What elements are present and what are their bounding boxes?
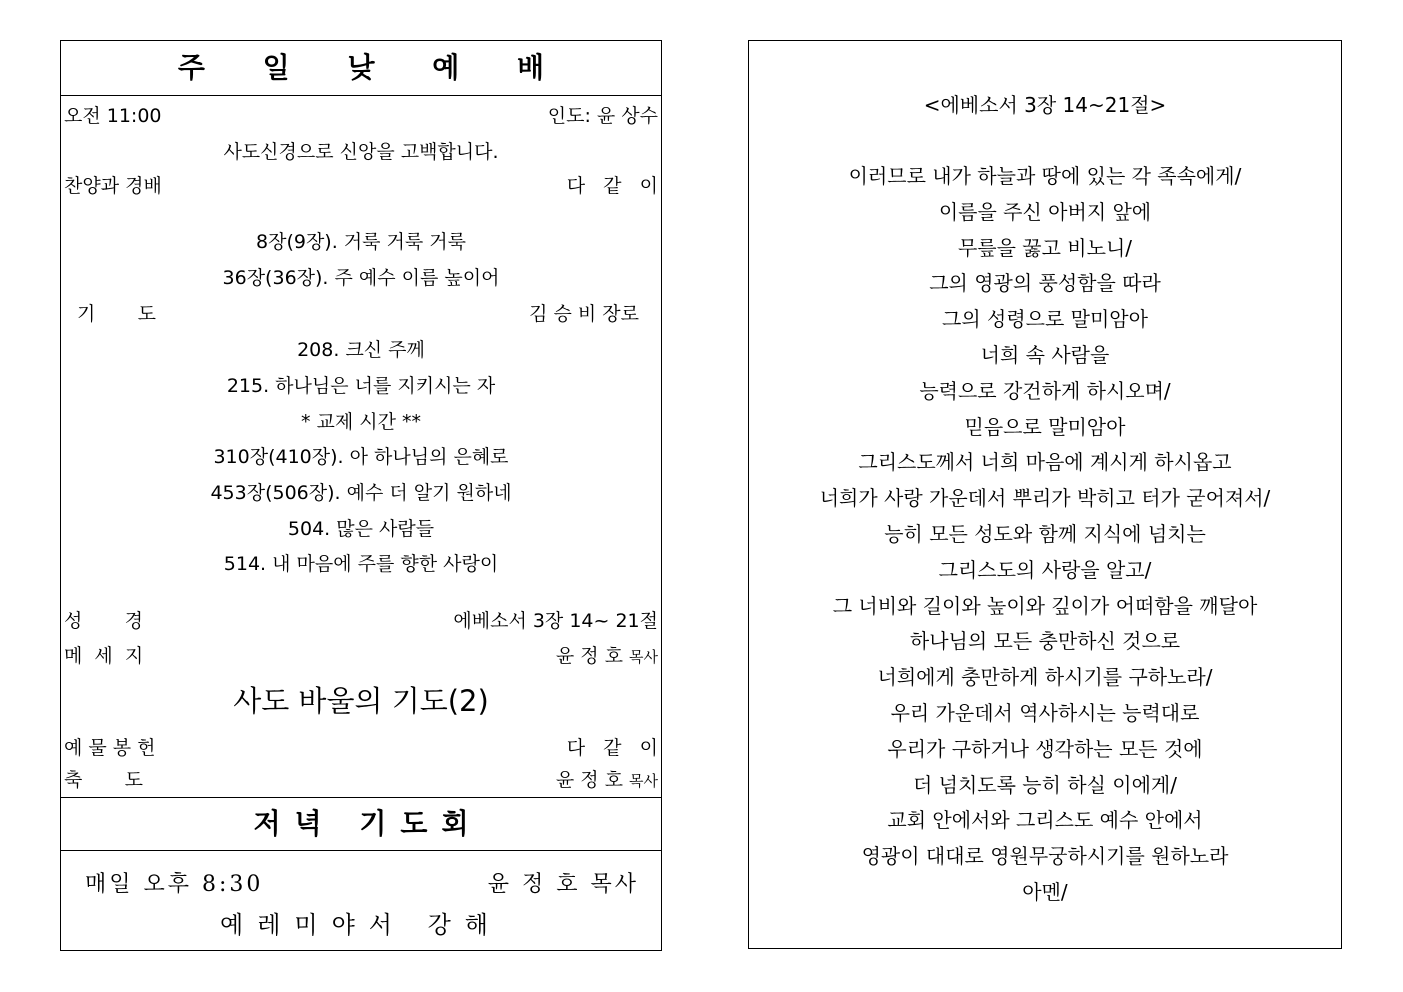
benediction-pastor [556, 765, 658, 792]
service-leader: 인도: 윤 상수 [547, 105, 658, 127]
hymn-text: 208. 크신 주께 [297, 339, 425, 361]
verse-line: 우리가 구하거나 생각하는 모든 것에 [887, 736, 1203, 761]
offering-who: 다 같 이 [566, 737, 658, 759]
hymn-line [61, 263, 661, 293]
scripture-ref: 에베소서 3장 14~ 21절 [453, 610, 658, 632]
pastor-name: 윤 정 호 [555, 769, 623, 791]
creed-row [61, 137, 661, 167]
offering-label: 예 물 봉 헌 [64, 737, 156, 759]
hymn-line [61, 514, 661, 544]
hymn-text: 310장(410장). 아 하나님의 은혜로 [213, 446, 509, 468]
verse-line: 그의 영광의 풍성함을 따라 [929, 271, 1161, 296]
verse-line: 이러므로 내가 하늘과 땅에 있는 각 족속에게/ [848, 164, 1242, 188]
message-preacher [556, 641, 658, 668]
verse-line: 그 너비와 길이와 높이와 깊이가 어떠함을 깨달아 [832, 593, 1258, 618]
message-label: 메 세 지 [64, 645, 144, 667]
verse-line: 믿음으로 말미암아 [964, 414, 1126, 439]
verse-line: 너희가 사랑 가운데서 뿌리가 박히고 터가 굳어져서/ [819, 486, 1271, 511]
sunday-service-title: 주 일 낮 예 배 [61, 41, 661, 96]
evening-leader-name: 윤 정 호 [487, 872, 581, 897]
verse-line: 그리스도께서 너희 마음에 계시게 하시옵고 [858, 450, 1232, 475]
evening-time-row [61, 867, 661, 899]
benediction-label: 축 도 [64, 769, 143, 791]
sermon-title: 사도 바울의 기도(2) [233, 684, 489, 718]
hymn-text: 215. 하나님은 너를 지키시는 자 [226, 375, 496, 397]
verse-line: 그의 성령으로 말미암아 [942, 307, 1148, 332]
verse-line: 능력으로 강건하게 하시오며/ [919, 378, 1171, 403]
pastor-title: 목사 [629, 772, 658, 790]
praise-row [61, 171, 661, 201]
hymn-text: 8장(9장). 거룩 거룩 거룩 [256, 231, 466, 253]
hymn-line [61, 371, 661, 401]
bulletin-left-panel [60, 40, 662, 951]
evening-leader-title: 목사 [590, 872, 639, 897]
evening-time: 매일 오후 8:30 [85, 872, 264, 897]
hymn-line [61, 335, 661, 365]
benediction-row [61, 765, 661, 795]
verse-line: 너희 속 사람을 [980, 343, 1110, 367]
verse-line: 그리스도의 사랑을 알고/ [938, 557, 1152, 582]
praise-label: 찬양과 경배 [64, 175, 162, 197]
service-time-row [61, 101, 661, 131]
verse-line: 우리 가운데서 역사하시는 능력대로 [890, 701, 1200, 725]
verse-line: 아멘/ [1022, 880, 1068, 904]
sermon-title-row [61, 679, 661, 723]
preacher-name: 윤 정 호 [555, 645, 623, 667]
fellowship-time: * 교제 시간 ** [300, 411, 422, 433]
preacher-title: 목사 [629, 648, 658, 666]
evening-subject-row [61, 905, 661, 939]
hymn-line [61, 407, 661, 437]
scripture-heading: <에베소서 3장 14~21절> [923, 93, 1167, 117]
verse-line: 영광이 대대로 영원무궁하시기를 원하노라 [861, 844, 1229, 869]
hymn-text: 514. 내 마음에 주를 향한 사랑이 [223, 553, 499, 575]
evening-leader [488, 867, 639, 898]
verse-line: 교회 안에서와 그리스도 예수 안에서 [887, 808, 1203, 833]
hymn-text: 36장(36장). 주 예수 이름 높이어 [222, 267, 500, 289]
prayer-row [61, 299, 661, 329]
hymn-line [61, 442, 661, 472]
hymn-line [61, 478, 661, 508]
verse-line: 하나님의 모든 충만하신 것으로 [909, 629, 1181, 654]
scripture-right-panel [748, 40, 1342, 949]
scripture-row [61, 606, 661, 636]
verse-line: 무릎을 꿇고 비노니/ [957, 235, 1132, 260]
scripture-label: 성 경 [64, 610, 143, 632]
evening-prayer-title: 저녁 기도회 [61, 797, 661, 851]
offering-row [61, 733, 661, 763]
verse-line: 너희에게 충만하게 하시기를 구하노라/ [877, 665, 1213, 690]
hymn-line [61, 549, 661, 579]
hymn-text: 504. 많은 사람들 [287, 518, 435, 540]
service-time: 오전 11:00 [64, 105, 162, 127]
message-row [61, 641, 661, 671]
hymn-line [61, 227, 661, 257]
creed-text: 사도신경으로 신앙을 고백합니다. [223, 141, 499, 163]
praise-who: 다 같 이 [566, 175, 658, 197]
prayer-who: 김 승 비 장로 [529, 303, 639, 325]
hymn-text: 453장(506장). 예수 더 알기 원하네 [210, 482, 512, 504]
verse-line: 이름을 주신 아버지 앞에 [938, 199, 1152, 224]
verse-line: 더 넘치도록 능히 하실 이에게/ [912, 772, 1177, 797]
evening-subject: 예레미야서 강해 [220, 911, 502, 939]
verse-line: 능히 모든 성도와 함께 지식에 넘치는 [884, 522, 1206, 546]
prayer-label: 기 도 [77, 303, 156, 325]
